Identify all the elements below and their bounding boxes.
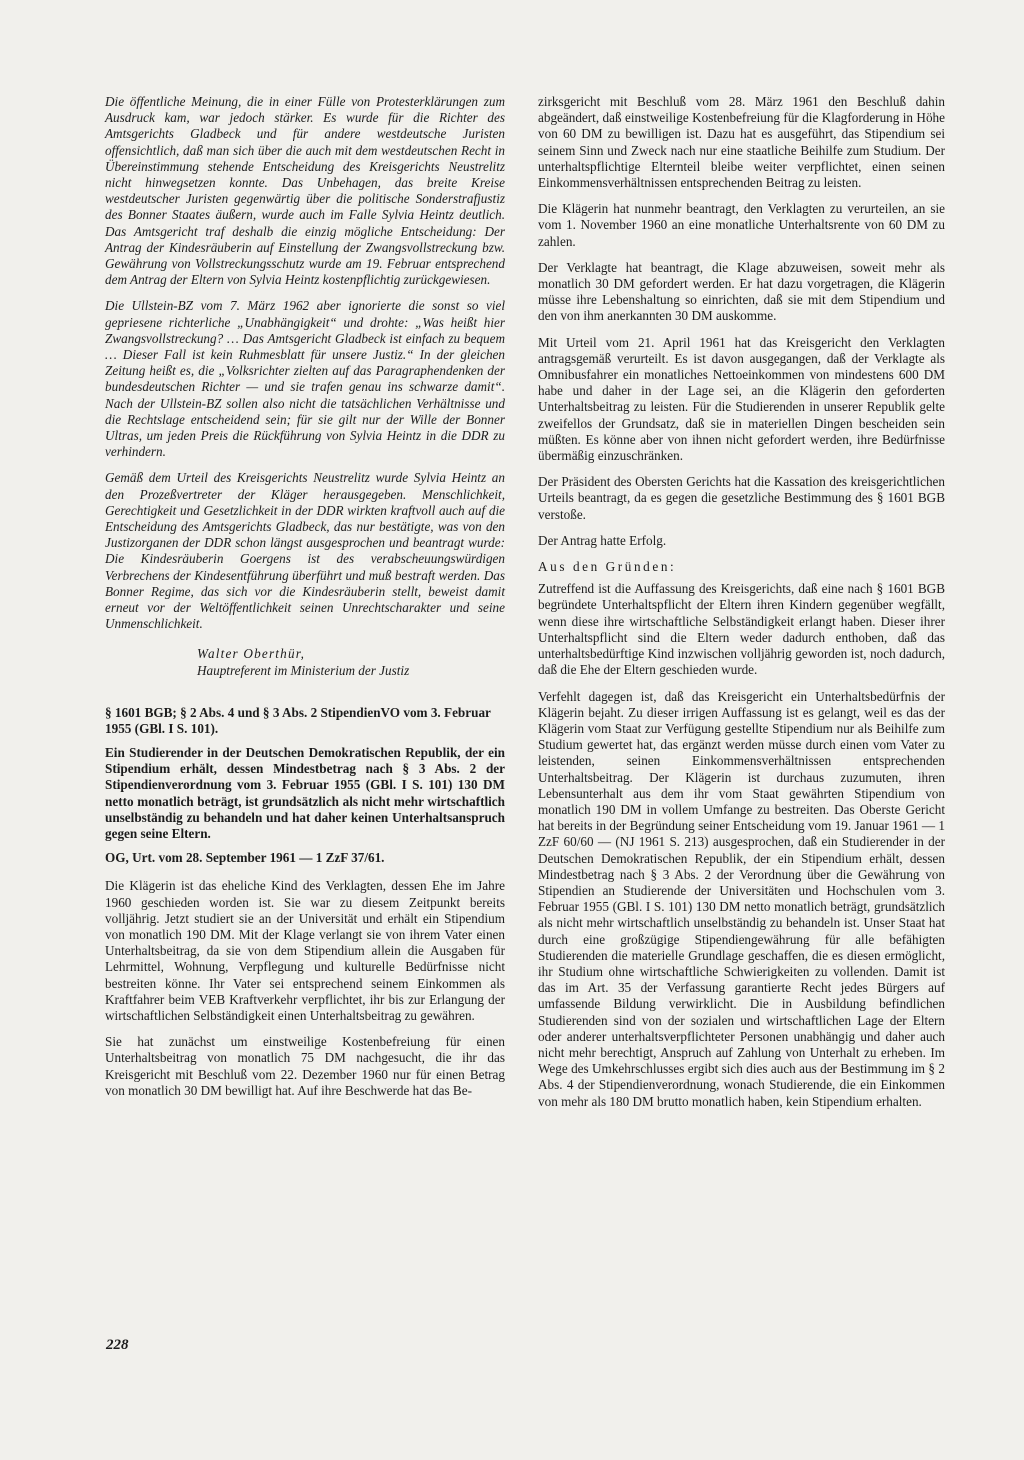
signature-name: Walter Oberthür, (197, 645, 306, 661)
signature-title: Hauptreferent im Ministerium der Justiz (197, 662, 410, 678)
paragraph: zirksgericht mit Beschluß vom 28. März 1961 den Beschluß dahin abgeändert, daß einstweilige Kostenbefreiung für die Klagforderung in Höhe von 60 DM zu bewilligen ist. Dazu hat es ausgeführt, das Stipendium sei seinem Sinn und Zweck nach nur eine staatliche Beihilfe zum Studium. Der unterhaltspflichtige Elternteil bleibe weiter verpflichtet, einen seinen Einkommensverhältnissen entsprechenden Beitrag zu leisten. (538, 94, 945, 191)
section-heading: Aus den Gründen: (538, 559, 677, 575)
paragraph: Die öffentliche Meinung, die in einer Fülle von Protesterklärungen zum Ausdruck kam, war jedoch stärker. Es wurde für die Richter des Amtsgerichts Gladbeck und für andere westdeutsche Juristen offensichtlich, daß man sich über die auch mit dem westdeutschen Recht in Übereinstimmung stehende Entscheidung des Kreisgerichts Neustrelitz nicht hinwegsetzen konnte. Das Unbehagen, das breite Kreise westdeutscher Juristen gegenwärtig über die politische Sonderstrafjustiz des Bonner Staates äußern, wurde auch im Falle Sylvia Heintz deutlich. Das Amtsgericht traf deshalb die einzig mögliche Entscheidung: Der Antrag der Kindesräuberin auf Einstellung der Zwangsvollstreckung bzw. Gewährung von Vollstreckungsschutz wurde am 19. Februar entsprechend dem Antrag der Eltern von Sylvia Heintz kostenpflichtig zurückgewiesen. (105, 94, 505, 288)
paragraph: Die Ullstein-BZ vom 7. März 1962 aber ignorierte die sonst so viel gepriesene richterliche „Unabhängigkeit“ und drohte: „Was heißt hier Zwangsvollstreckung? … Das Amtsgericht Gladbeck ist einfach zu bequem … Dieser Fall ist kein Ruhmesblatt für unsere Justiz.“ In der gleichen Zeitung heißt es, die „Volksrichter zielten auf das Paragraphendenken der bundesdeutschen Richter — und sie trafen genau ins schwarze damit“. Nach der Ullstein-BZ sollen also nicht die tatsächlichen Verhältnisse und die Rechtslage entscheidend sein; für sie gilt nur der Wille der Bonner Ultras, um jeden Preis die Rückführung von Sylvia Heintz in die DDR zu verhindern. (105, 298, 505, 460)
paragraph: Der Antrag hatte Erfolg. (538, 532, 667, 548)
right-column (538, 94, 945, 1120)
paragraph: Die Klägerin ist das eheliche Kind des Verklagten, dessen Ehe im Jahre 1960 geschieden worden ist. Sie war zu diesem Zeitpunkt bereits volljährig. Jetzt studiert sie an der Universität und erhält ein Stipendium von monatlich 190 DM. Mit der Klage verlangt sie von ihrem Vater einen Unterhaltsbeitrag, da sie von dem Stipendium allein die Ausgaben für Lehrmittel, Wohnung, Verpflegung und kulturelle Bedürfnisse nicht bestreiten könne. Ihr Vater sei entsprechend seinem Einkommen als Kraftfahrer beim VEB Kraftverkehr verpflichtet, ihr bis zur Erlangung der wirtschaftlichen Selbständigkeit einen Unterhaltsbeitrag zu gewähren. (105, 878, 505, 1023)
paragraph: Die Klägerin hat nunmehr beantragt, den Verklagten zu verurteilen, an sie vom 1. November 1960 an eine monatliche Unterhaltsrente von 60 DM zu zahlen. (538, 201, 945, 249)
legal-reference-heading: § 1601 BGB; § 2 Abs. 4 und § 3 Abs. 2 StipendienVO vom 3. Februar 1955 (GBl. I S. 101). (105, 704, 491, 736)
left-column (105, 94, 505, 1109)
paragraph: Der Präsident des Obersten Gerichts hat die Kassation des kreisgerichtlichen Urteils beantragt, da es gegen die gesetzliche Bestimmung des § 1601 BGB verstoße. (538, 474, 945, 522)
paragraph: Der Verklagte hat beantragt, die Klage abzuweisen, soweit mehr als monatlich 30 DM gefordert werden. Er hat dazu vorgetragen, die Klägerin müsse ihre Lebenshaltung so einrichten, daß sie mit dem Stipendium und den von ihm anerkannten 30 DM auskomme. (538, 259, 945, 324)
page-number: 228 (106, 1337, 129, 1353)
paragraph: Mit Urteil vom 21. April 1961 hat das Kreisgericht den Verklagten antragsgemäß verurteilt. Es ist davon ausgegangen, daß der Verklagte als Omnibusfahrer ein monatliches Nettoeinkommen von mindestens 600 DM habe und daher in der Lage sei, an die Klägerin den geforderten Unterhaltsbeitrag zu leisten. Für die Studierenden in unserer Republik gelte zweifellos der Grundsatz, daß sie in materiellen Dingen bescheiden sein müßten. Es könne aber von ihnen nicht gefordert werden, ihre Bedürfnisse übermäßig einzuschränken. (538, 334, 945, 464)
paragraph: Sie hat zunächst um einstweilige Kostenbefreiung für einen Unterhaltsbeitrag von monatlich 75 DM nachgesucht, die ihr das Kreisgericht mit Beschluß vom 22. Dezember 1960 nur für einen Betrag von monatlich 30 DM bewilligt hat. Auf ihre Beschwerde hat das Be- (105, 1034, 505, 1098)
headnote: Ein Studierender in der Deutschen Demokratischen Republik, der ein Stipendium erhält, dessen Mindestbetrag nach § 3 Abs. 2 der Stipendienverordnung vom 3. Februar 1955 (GBl. I S. 101) 130 DM netto monatlich beträgt, ist grundsätzlich als nicht mehr wirtschaftlich unselbständig zu behandeln und hat daher keinen Unterhaltsanspruch gegen seine Eltern. (105, 744, 505, 841)
paragraph: Zutreffend ist die Auffassung des Kreisgerichts, daß eine nach § 1601 BGB begründete Unterhaltspflicht der Eltern ihren Kindern gegenüber wegfällt, wenn diese ihre wirtschaftliche Selbständigkeit erlangt haben. Dieser ihrer Unterhaltspflicht sind die Eltern weder dadurch enthoben, daß das unterhaltsbedürftige Kind inzwischen volljährig geworden ist, noch dadurch, daß die Ehe der Eltern geschieden wurde. (538, 581, 945, 678)
paragraph: Verfehlt dagegen ist, daß das Kreisgericht ein Unterhaltsbedürfnis der Klägerin bejaht. Zu dieser irrigen Auffassung ist es gelangt, weil es das der Klägerin vom Staat zur Verfügung gestellte Stipendium nur als Beihilfe zum Studium gewertet hat, das ergänzt werden müsse durch einen vom Vater zu leistenden, seinen Einkommensverhältnissen entsprechenden Unterhaltsbeitrag. Der Klägerin ist durchaus zuzumuten, ihren Lebensunterhalt aus dem ihr vom Staat gewährten Stipendium von monatlich 190 DM in vollem Umfange zu bestreiten. Das Oberste Gericht hat bereits in der Begründung seiner Entscheidung vom 19. Januar 1961 — 1 ZzF 60/60 — (NJ 1961 S. 213) ausgesprochen, daß ein Studierender in der Deutschen Demokratischen Republik, der ein Stipendium erhält, dessen Mindestbetrag nach § 3 Abs. 2 der Verordnung über die Gewährung von Stipendien an Studierende der Universitäten und Hochschulen vom 3. Februar 1955 (GBl. I S. 101) 130 DM netto monatlich beträgt, grundsätzlich als nicht mehr wirtschaftlich unselbständig zu behandeln ist. Unser Staat hat durch eine großzügige Stipendiengewährung für alle befähigten Studierenden die materielle Grundlage geschaffen, die es diesen ermöglicht, ihr Studium ohne wirtschaftliche Schwierigkeiten zu vollenden. Damit ist das im Art. 35 der Verfassung garantierte Recht jedes Bürgers auf umfassende Bildung verwirklicht. Die in Ausbildung befindlichen Studierenden sind von der sozialen und wirtschaftlichen Lage der Eltern oder anderer unterhaltsverpflichteter Personen unabhängig und daher auch nicht mehr berechtigt, Anspruch auf Zahlung von Unterhalt zu erheben. Im Wege des Umkehrschlusses ergibt sich dies auch aus der Bestimmung im § 2 Abs. 4 der Stipendienverordnung, wonach Studierende, die ein Einkommen von mehr als 180 DM brutto monatlich haben, kein Stipendium erhalten. (538, 688, 945, 1109)
paragraph: Gemäß dem Urteil des Kreisgerichts Neustrelitz wurde Sylvia Heintz an den Prozeßvertreter der Kläger herausgegeben. Menschlichkeit, Gerechtigkeit und Gesetzlichkeit in der DDR wirkten kraftvoll auch auf die Entscheidung des Amtsgerichts Gladbeck, das nur bestätigte, was von den Justizorganen der DDR schon längst ausgesprochen und beantragt wurde: Die Kindesräuberin Goergens ist des verabscheuungswürdigen Verbrechens der Kindesentführung überführt und muß bestraft werden. Das Bonner Regime, das sich vor die Kindesräuberin stellt, beweist damit erneut vor der Weltöffentlichkeit seinen Unrechtscharakter und seine Unmenschlichkeit. (105, 470, 505, 632)
case-citation: OG, Urt. vom 28. September 1961 — 1 ZzF 37/61. (105, 850, 385, 866)
